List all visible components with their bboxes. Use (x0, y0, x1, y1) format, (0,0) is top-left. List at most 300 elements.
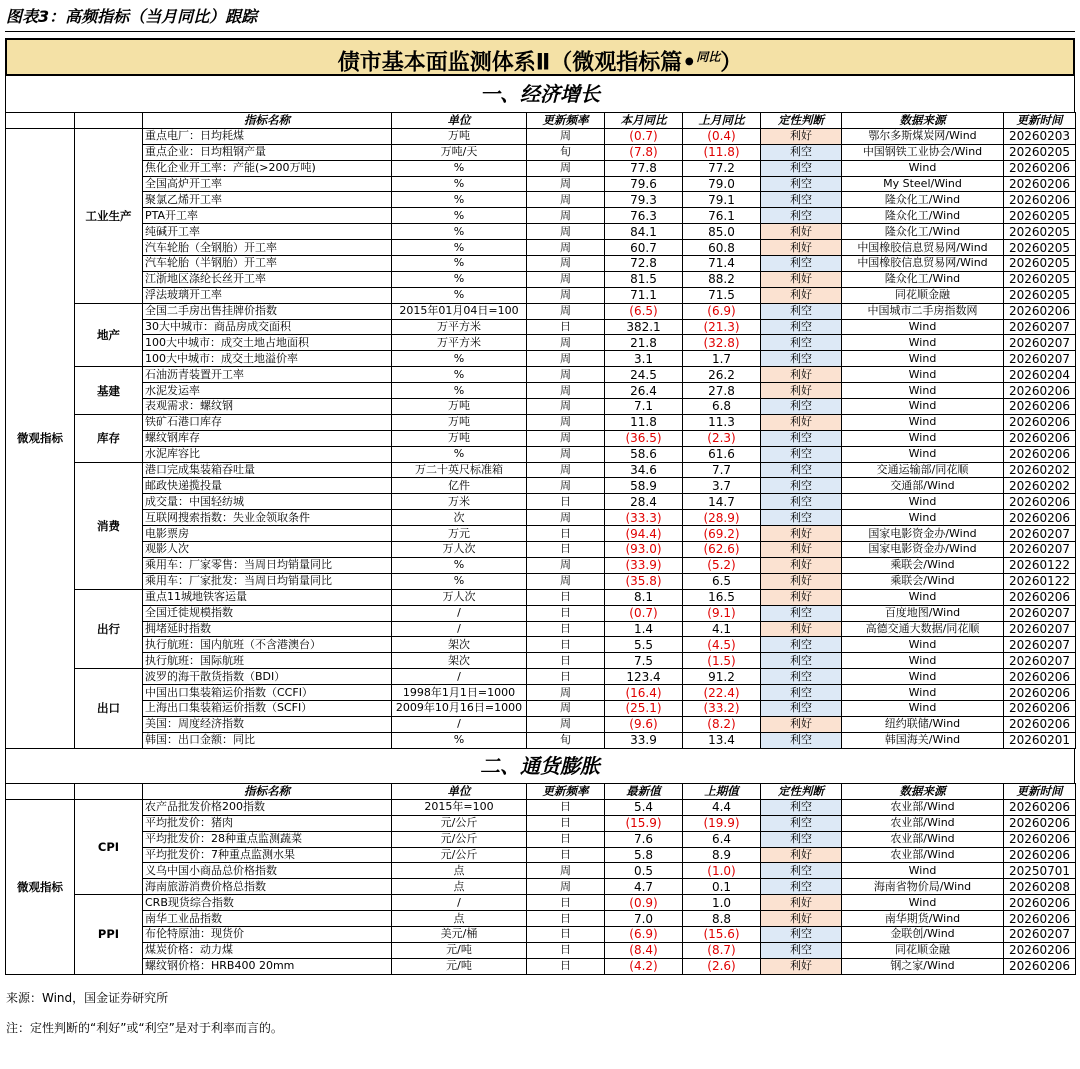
header-indicator-name: 指标名称 (143, 784, 392, 800)
main-title-suffix: 同比 (696, 50, 721, 64)
update-time: 20260206 (1004, 589, 1076, 605)
table-row (6, 621, 1076, 637)
table-header-row (6, 113, 1076, 129)
data-source: 国家电影资金办/Wind (842, 542, 1004, 558)
judgement: 利空 (761, 319, 842, 335)
current-value: 4.7 (605, 879, 683, 895)
update-frequency: 日 (527, 605, 605, 621)
indicator-name: 乘用车：厂家批发：当周日均销量同比 (143, 573, 392, 589)
indicator-name: 执行航班：国内航班（不含港澳台） (143, 637, 392, 653)
update-time: 20260206 (1004, 160, 1076, 176)
current-value: (4.2) (605, 958, 683, 974)
unit: % (392, 176, 527, 192)
table-row (6, 144, 1076, 160)
current-value: (8.4) (605, 942, 683, 958)
indicator-name: 全国二手房出售挂牌价指数 (143, 303, 392, 319)
previous-value: 6.4 (683, 831, 761, 847)
update-frequency: 周 (527, 256, 605, 272)
current-value: 81.5 (605, 271, 683, 287)
update-time: 20260207 (1004, 927, 1076, 943)
update-time: 20260206 (1004, 176, 1076, 192)
previous-value: (9.1) (683, 605, 761, 621)
unit: 万米 (392, 494, 527, 510)
current-value: (33.9) (605, 557, 683, 573)
update-frequency: 日 (527, 494, 605, 510)
figure-caption: 图表3：高频指标（当月同比）跟踪 (6, 7, 258, 26)
indicator-name: 互联网搜索指数：失业金领取条件 (143, 510, 392, 526)
update-frequency: 日 (527, 927, 605, 943)
unit: % (392, 367, 527, 383)
update-frequency: 周 (527, 462, 605, 478)
previous-value: 77.2 (683, 160, 761, 176)
current-value: 7.0 (605, 911, 683, 927)
update-time: 20260206 (1004, 669, 1076, 685)
judgement: 利空 (761, 700, 842, 716)
table-row (6, 716, 1076, 732)
current-value: 34.6 (605, 462, 683, 478)
update-time: 20260122 (1004, 573, 1076, 589)
update-frequency: 旬 (527, 144, 605, 160)
data-source: 农业部/Wind (842, 815, 1004, 831)
data-source: 农业部/Wind (842, 831, 1004, 847)
unit: / (392, 895, 527, 911)
unit: 2015年=100 (392, 799, 527, 815)
judgement: 利空 (761, 510, 842, 526)
header-unit: 单位 (392, 113, 527, 129)
judgement: 利空 (761, 494, 842, 510)
table-row (6, 669, 1076, 685)
update-time: 20260206 (1004, 383, 1076, 399)
update-frequency: 周 (527, 351, 605, 367)
update-time: 20260202 (1004, 462, 1076, 478)
unit: 架次 (392, 653, 527, 669)
update-frequency: 周 (527, 383, 605, 399)
unit: 万吨/天 (392, 144, 527, 160)
judgement: 利好 (761, 224, 842, 240)
indicator-name: 平均批发价：猪肉 (143, 815, 392, 831)
indicator-name: 聚氯乙烯开工率 (143, 192, 392, 208)
previous-value: (8.7) (683, 942, 761, 958)
previous-value: (33.2) (683, 700, 761, 716)
update-frequency: 周 (527, 430, 605, 446)
judgement: 利空 (761, 430, 842, 446)
indicator-name: 100大中城市：成交土地溢价率 (143, 351, 392, 367)
indicator-name: 韩国：出口金额：同比 (143, 732, 392, 748)
indicator-name: 执行航班：国际航班 (143, 653, 392, 669)
previous-value: 13.4 (683, 732, 761, 748)
previous-value: 11.3 (683, 414, 761, 430)
current-value: 7.6 (605, 831, 683, 847)
update-time: 20260207 (1004, 335, 1076, 351)
update-time: 20260207 (1004, 526, 1076, 542)
table-row (6, 160, 1076, 176)
current-value: (94.4) (605, 526, 683, 542)
update-frequency: 周 (527, 879, 605, 895)
update-frequency: 日 (527, 669, 605, 685)
indicator-name: 平均批发价：28种重点监测蔬菜 (143, 831, 392, 847)
current-value: 8.1 (605, 589, 683, 605)
unit: % (392, 287, 527, 303)
indicator-name: 水泥库容比 (143, 446, 392, 462)
update-time: 20260206 (1004, 685, 1076, 701)
unit: % (392, 732, 527, 748)
header-unit: 单位 (392, 784, 527, 800)
update-time: 20260207 (1004, 605, 1076, 621)
current-value: 26.4 (605, 383, 683, 399)
update-time: 20260206 (1004, 192, 1076, 208)
update-frequency: 日 (527, 542, 605, 558)
indicator-name: 义乌中国小商品总价格指数 (143, 863, 392, 879)
update-frequency: 日 (527, 911, 605, 927)
growth-indicator-table (5, 112, 1076, 749)
update-frequency: 周 (527, 303, 605, 319)
previous-value: (21.3) (683, 319, 761, 335)
data-source: Wind (842, 383, 1004, 399)
judgement: 利空 (761, 256, 842, 272)
previous-value: (69.2) (683, 526, 761, 542)
update-time: 20260205 (1004, 208, 1076, 224)
update-frequency: 周 (527, 271, 605, 287)
indicator-name: 邮政快递揽投量 (143, 478, 392, 494)
indicator-name: 100大中城市：成交土地占地面积 (143, 335, 392, 351)
update-time: 20260207 (1004, 621, 1076, 637)
update-time: 20260207 (1004, 637, 1076, 653)
header-data-source: 数据来源 (842, 784, 1004, 800)
indicator-name: 石油沥青装置开工率 (143, 367, 392, 383)
current-value: 79.3 (605, 192, 683, 208)
unit: % (392, 208, 527, 224)
data-source: Wind (842, 399, 1004, 415)
update-time: 20260206 (1004, 958, 1076, 974)
update-frequency: 周 (527, 414, 605, 430)
previous-value: 26.2 (683, 367, 761, 383)
data-source: Wind (842, 160, 1004, 176)
update-frequency: 日 (527, 942, 605, 958)
update-time: 20260206 (1004, 399, 1076, 415)
table-row (6, 942, 1076, 958)
current-value: 72.8 (605, 256, 683, 272)
current-value: (36.5) (605, 430, 683, 446)
table-row (6, 895, 1076, 911)
previous-value: 8.9 (683, 847, 761, 863)
judgement: 利空 (761, 732, 842, 748)
header-update-frequency: 更新频率 (527, 784, 605, 800)
indicator-name: 海南旅游消费价格总指数 (143, 879, 392, 895)
unit: % (392, 557, 527, 573)
table-row (6, 542, 1076, 558)
data-source: 南华期货/Wind (842, 911, 1004, 927)
table-row (6, 335, 1076, 351)
update-frequency: 周 (527, 557, 605, 573)
data-source: Wind (842, 494, 1004, 510)
judgement-note: 注：定性判断的“利好”或“利空”是对于利率而言的。 (6, 1021, 283, 1035)
table-row (6, 192, 1076, 208)
previous-value: (62.6) (683, 542, 761, 558)
current-value: (0.7) (605, 605, 683, 621)
previous-value: 4.4 (683, 799, 761, 815)
unit: 美元/桶 (392, 927, 527, 943)
indicator-name: 螺纹钢库存 (143, 430, 392, 446)
judgement: 利好 (761, 383, 842, 399)
table-row (6, 478, 1076, 494)
header-blank (75, 784, 143, 800)
previous-value: 91.2 (683, 669, 761, 685)
table-row (6, 224, 1076, 240)
current-value: 7.5 (605, 653, 683, 669)
indicator-name: 中国出口集装箱运价指数（CCFI） (143, 685, 392, 701)
current-value: 28.4 (605, 494, 683, 510)
data-source: 钢之家/Wind (842, 958, 1004, 974)
unit: % (392, 573, 527, 589)
data-source: 同花顺金融 (842, 942, 1004, 958)
judgement: 利好 (761, 367, 842, 383)
current-value: 11.8 (605, 414, 683, 430)
table-row (6, 128, 1076, 144)
previous-value: (32.8) (683, 335, 761, 351)
indicator-name: 焦化企业开工率：产能(>200万吨) (143, 160, 392, 176)
unit: 次 (392, 510, 527, 526)
table-row (6, 399, 1076, 415)
unit: % (392, 256, 527, 272)
previous-value: 7.7 (683, 462, 761, 478)
previous-value: (11.8) (683, 144, 761, 160)
judgement: 利好 (761, 542, 842, 558)
unit: 万平方米 (392, 319, 527, 335)
previous-value: (2.6) (683, 958, 761, 974)
judgement: 利空 (761, 144, 842, 160)
update-time: 20260207 (1004, 351, 1076, 367)
judgement: 利好 (761, 911, 842, 927)
update-time: 20260207 (1004, 319, 1076, 335)
unit: 点 (392, 911, 527, 927)
unit: 点 (392, 879, 527, 895)
previous-value: (22.4) (683, 685, 761, 701)
unit: 万平方米 (392, 335, 527, 351)
current-value: 3.1 (605, 351, 683, 367)
previous-value: 61.6 (683, 446, 761, 462)
current-value: 5.5 (605, 637, 683, 653)
indicator-name: 浮法玻璃开工率 (143, 287, 392, 303)
update-time: 20260203 (1004, 128, 1076, 144)
previous-value: (6.9) (683, 303, 761, 319)
subgroup-label: 消费 (75, 462, 143, 589)
update-time: 20260205 (1004, 240, 1076, 256)
header-blank (75, 113, 143, 129)
update-time: 20260206 (1004, 911, 1076, 927)
update-time: 20260206 (1004, 895, 1076, 911)
data-source: 交通部/Wind (842, 478, 1004, 494)
update-frequency: 日 (527, 831, 605, 847)
indicator-name: 乘用车：厂家零售：当周日均销量同比 (143, 557, 392, 573)
current-value: (15.9) (605, 815, 683, 831)
table-row (6, 637, 1076, 653)
table-row (6, 557, 1076, 573)
unit: 万元 (392, 526, 527, 542)
indicator-name: 港口完成集装箱吞吐量 (143, 462, 392, 478)
unit: 2015年01月04日=100 (392, 303, 527, 319)
table-row (6, 303, 1076, 319)
unit: 万二十英尺标准箱 (392, 462, 527, 478)
bullet-icon: • (682, 50, 697, 76)
current-value: (0.7) (605, 128, 683, 144)
indicator-name: 布伦特原油：现货价 (143, 927, 392, 943)
unit: % (392, 192, 527, 208)
table-row (6, 700, 1076, 716)
judgement: 利好 (761, 287, 842, 303)
judgement: 利好 (761, 589, 842, 605)
update-time: 20260206 (1004, 510, 1076, 526)
current-value: 84.1 (605, 224, 683, 240)
update-frequency: 日 (527, 895, 605, 911)
data-source: Wind (842, 863, 1004, 879)
previous-value: 85.0 (683, 224, 761, 240)
subgroup-label: 出口 (75, 669, 143, 748)
update-time: 20260206 (1004, 700, 1076, 716)
data-source: Wind (842, 895, 1004, 911)
table-row (6, 653, 1076, 669)
data-source: 中国橡胶信息贸易网/Wind (842, 256, 1004, 272)
data-source: 国家电影资金办/Wind (842, 526, 1004, 542)
indicator-name: 纯碱开工率 (143, 224, 392, 240)
judgement: 利空 (761, 462, 842, 478)
update-frequency: 周 (527, 446, 605, 462)
data-source: My Steel/Wind (842, 176, 1004, 192)
previous-value: 6.8 (683, 399, 761, 415)
update-frequency: 周 (527, 128, 605, 144)
update-time: 20260206 (1004, 446, 1076, 462)
table-row (6, 879, 1076, 895)
unit: % (392, 271, 527, 287)
inflation-indicator-table (5, 783, 1076, 975)
update-time: 20260206 (1004, 799, 1076, 815)
update-time: 20260206 (1004, 847, 1076, 863)
table-row (6, 573, 1076, 589)
unit: / (392, 669, 527, 685)
header-data-source: 数据来源 (842, 113, 1004, 129)
unit: % (392, 240, 527, 256)
indicator-name: 成交量：中国轻纺城 (143, 494, 392, 510)
subgroup-label: 基建 (75, 367, 143, 415)
previous-value: 6.5 (683, 573, 761, 589)
previous-value: 3.7 (683, 478, 761, 494)
data-source: Wind (842, 351, 1004, 367)
update-time: 20260207 (1004, 653, 1076, 669)
update-frequency: 周 (527, 160, 605, 176)
update-frequency: 周 (527, 335, 605, 351)
judgement: 利好 (761, 526, 842, 542)
table-header-row (6, 784, 1076, 800)
table-row (6, 589, 1076, 605)
current-value: 60.7 (605, 240, 683, 256)
current-value: (93.0) (605, 542, 683, 558)
table-row (6, 462, 1076, 478)
header-previous-value: 上月同比 (683, 113, 761, 129)
unit: 万人次 (392, 542, 527, 558)
judgement: 利好 (761, 240, 842, 256)
data-source: Wind (842, 589, 1004, 605)
data-source: Wind (842, 637, 1004, 653)
update-time: 20260206 (1004, 494, 1076, 510)
data-source: 农业部/Wind (842, 847, 1004, 863)
header-judgement: 定性判断 (761, 784, 842, 800)
current-value: (35.8) (605, 573, 683, 589)
unit: 万吨 (392, 128, 527, 144)
subgroup-label: 工业生产 (75, 128, 143, 303)
update-time: 20260205 (1004, 144, 1076, 160)
table-row (6, 799, 1076, 815)
data-source: Wind (842, 319, 1004, 335)
data-source: Wind (842, 653, 1004, 669)
unit: 万吨 (392, 399, 527, 415)
update-frequency: 日 (527, 815, 605, 831)
judgement: 利空 (761, 351, 842, 367)
indicator-name: 平均批发价：7种重点监测水果 (143, 847, 392, 863)
update-time: 20260206 (1004, 815, 1076, 831)
current-value: (7.8) (605, 144, 683, 160)
judgement: 利空 (761, 942, 842, 958)
judgement: 利空 (761, 399, 842, 415)
unit: / (392, 621, 527, 637)
judgement: 利空 (761, 879, 842, 895)
header-judgement: 定性判断 (761, 113, 842, 129)
update-time: 20260206 (1004, 942, 1076, 958)
previous-value: 14.7 (683, 494, 761, 510)
current-value: 0.5 (605, 863, 683, 879)
unit: 点 (392, 863, 527, 879)
section-title-growth: 一、经济增长 (5, 76, 1075, 112)
header-update-frequency: 更新频率 (527, 113, 605, 129)
table-row (6, 815, 1076, 831)
current-value: 79.6 (605, 176, 683, 192)
judgement: 利空 (761, 303, 842, 319)
indicator-name: 重点电厂：日均耗煤 (143, 128, 392, 144)
update-time: 20260207 (1004, 542, 1076, 558)
current-value: 76.3 (605, 208, 683, 224)
current-value: 77.8 (605, 160, 683, 176)
update-frequency: 日 (527, 653, 605, 669)
update-time: 20250701 (1004, 863, 1076, 879)
subgroup-label: 出行 (75, 589, 143, 668)
unit: 架次 (392, 637, 527, 653)
header-blank (6, 784, 75, 800)
indicator-name: 美国：周度经济指数 (143, 716, 392, 732)
judgement: 利空 (761, 669, 842, 685)
current-value: 1.4 (605, 621, 683, 637)
judgement: 利空 (761, 335, 842, 351)
current-value: (16.4) (605, 685, 683, 701)
judgement: 利空 (761, 863, 842, 879)
caption-divider (5, 31, 1075, 32)
unit: 万人次 (392, 589, 527, 605)
unit: 元/公斤 (392, 815, 527, 831)
table-row (6, 526, 1076, 542)
header-current-value: 本月同比 (605, 113, 683, 129)
table-row (6, 208, 1076, 224)
indicator-name: 南华工业品指数 (143, 911, 392, 927)
judgement: 利好 (761, 414, 842, 430)
update-frequency: 周 (527, 478, 605, 494)
header-blank (6, 113, 75, 129)
table-row (6, 367, 1076, 383)
previous-value: (28.9) (683, 510, 761, 526)
table-row (6, 176, 1076, 192)
data-source: 乘联会/Wind (842, 573, 1004, 589)
source-note: 来源：Wind，国金证券研究所 (6, 991, 169, 1005)
data-source: 农业部/Wind (842, 799, 1004, 815)
indicator-name: 螺纹钢价格：HRB400 20mm (143, 958, 392, 974)
table-row (6, 847, 1076, 863)
previous-value: 79.0 (683, 176, 761, 192)
